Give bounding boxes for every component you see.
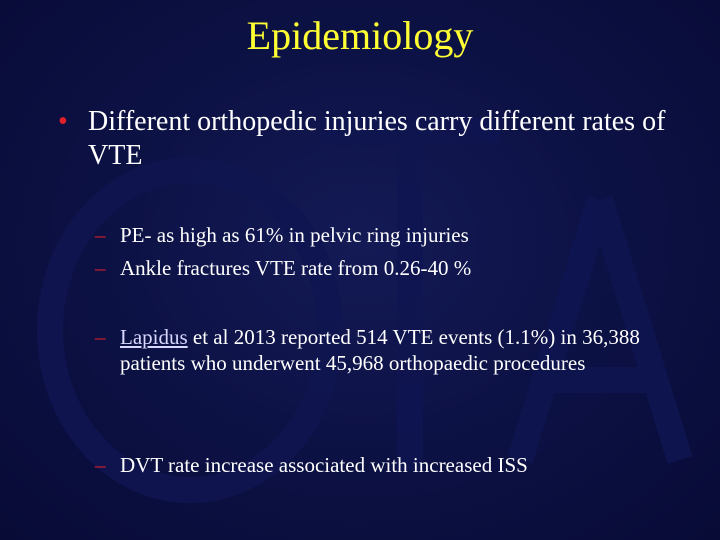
sub-bullet-dash: – bbox=[95, 325, 106, 349]
lapidus-link[interactable]: Lapidus bbox=[120, 325, 188, 349]
main-bullet bbox=[58, 105, 688, 173]
sub-bullet-dash: – bbox=[95, 256, 106, 280]
sub-bullet-text: et al 2013 reported 514 VTE events (1.1%) in 36,388 patients who underwent 45,968 orthopaedic procedures bbox=[120, 325, 640, 375]
sub-bullet-text: Ankle fractures VTE rate from 0.26-40 % bbox=[120, 256, 472, 280]
slide-title: Epidemiology bbox=[246, 13, 474, 58]
main-bullet-text: Different orthopedic injuries carry different rates of VTE bbox=[88, 106, 666, 171]
sub-bullet-ankle bbox=[95, 255, 675, 281]
sub-bullet-pe bbox=[95, 222, 675, 248]
sub-bullet-text-container bbox=[95, 324, 675, 376]
sub-bullet-lapidus bbox=[95, 324, 675, 376]
bullet-marker: • bbox=[58, 106, 68, 137]
sub-bullet-dash: – bbox=[95, 223, 106, 247]
sub-bullet-text: DVT rate increase associated with increased ISS bbox=[120, 453, 528, 477]
sub-bullet-text: PE- as high as 61% in pelvic ring injuries bbox=[120, 223, 469, 247]
sub-bullet-dvt bbox=[95, 452, 675, 478]
sub-bullet-dash: – bbox=[95, 453, 106, 477]
